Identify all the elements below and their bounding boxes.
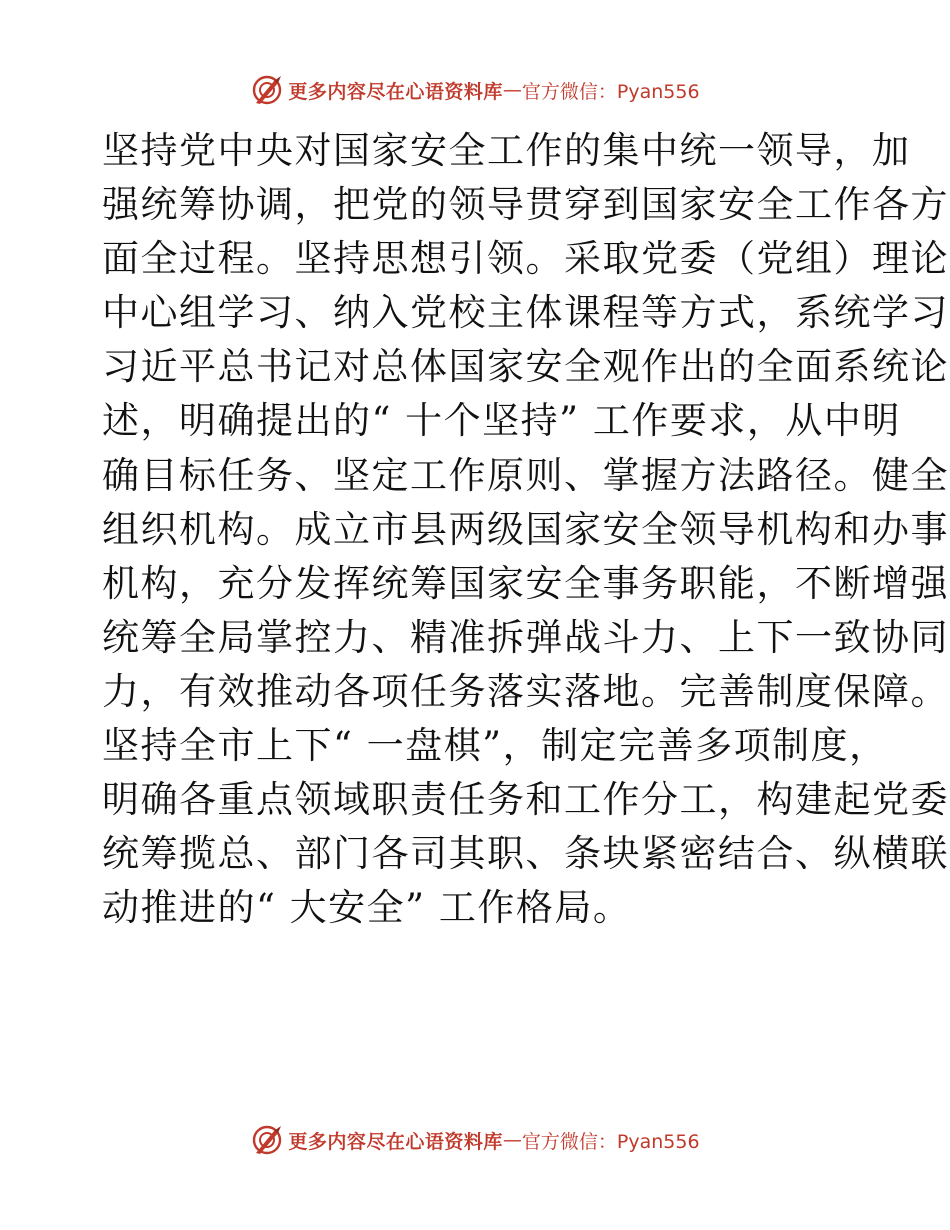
text-line: 述，明确提出的“ 十个坚持” 工作要求，从中明 xyxy=(102,399,901,443)
footer-banner-dash: — xyxy=(502,1129,522,1151)
header-banner xyxy=(0,72,950,108)
banner-wechat: 官方微信：Pyan556 xyxy=(521,80,700,103)
text-line: 组织机构。成立市县两级国家安全领导机构和办事 xyxy=(102,507,949,551)
text-line: 习近平总书记对总体国家安全观作出的全面系统论 xyxy=(102,345,949,389)
text-line: 机构，充分发挥统筹国家安全事务职能，不断增强 xyxy=(102,561,949,605)
text-line: 统筹揽总、部门各司其职、条块紧密结合、纵横联 xyxy=(102,832,949,876)
footer-banner-title: 更多内容尽在心语资料库 xyxy=(288,1130,503,1153)
text-line: 力，有效推动各项任务落实落地。完善制度保障。 xyxy=(102,669,949,713)
text-line: 明确各重点领域职责任务和工作分工，构建起党委 xyxy=(102,778,949,822)
red-quill-logo-icon xyxy=(250,73,284,107)
banner-title: 更多内容尽在心语资料库 xyxy=(288,80,503,103)
text-line: 坚持全市上下“ 一盘棋”，制定完善多项制度， xyxy=(102,724,888,768)
text-line: 动推进的“ 大安全” 工作格局。 xyxy=(102,886,632,930)
text-line: 统筹全局掌控力、精准拆弹战斗力、上下一致协同 xyxy=(102,615,949,659)
text-line: 中心组学习、纳入党校主体课程等方式，系统学习 xyxy=(102,291,949,335)
red-quill-logo-icon xyxy=(250,1123,284,1157)
footer-banner xyxy=(0,1122,950,1158)
banner-dash: — xyxy=(502,79,522,101)
text-line: 面全过程。坚持思想引领。采取党委（党组）理论 xyxy=(102,237,949,281)
text-line: 坚持党中央对国家安全工作的集中统一领导，加 xyxy=(102,129,911,172)
text-line: 确目标任务、坚定工作原则、掌握方法路径。健全 xyxy=(102,453,949,497)
document-body xyxy=(102,124,949,935)
footer-banner-wechat: 官方微信：Pyan556 xyxy=(521,1130,700,1153)
text-line: 强统筹协调，把党的领导贯穿到国家安全工作各方 xyxy=(102,183,949,227)
